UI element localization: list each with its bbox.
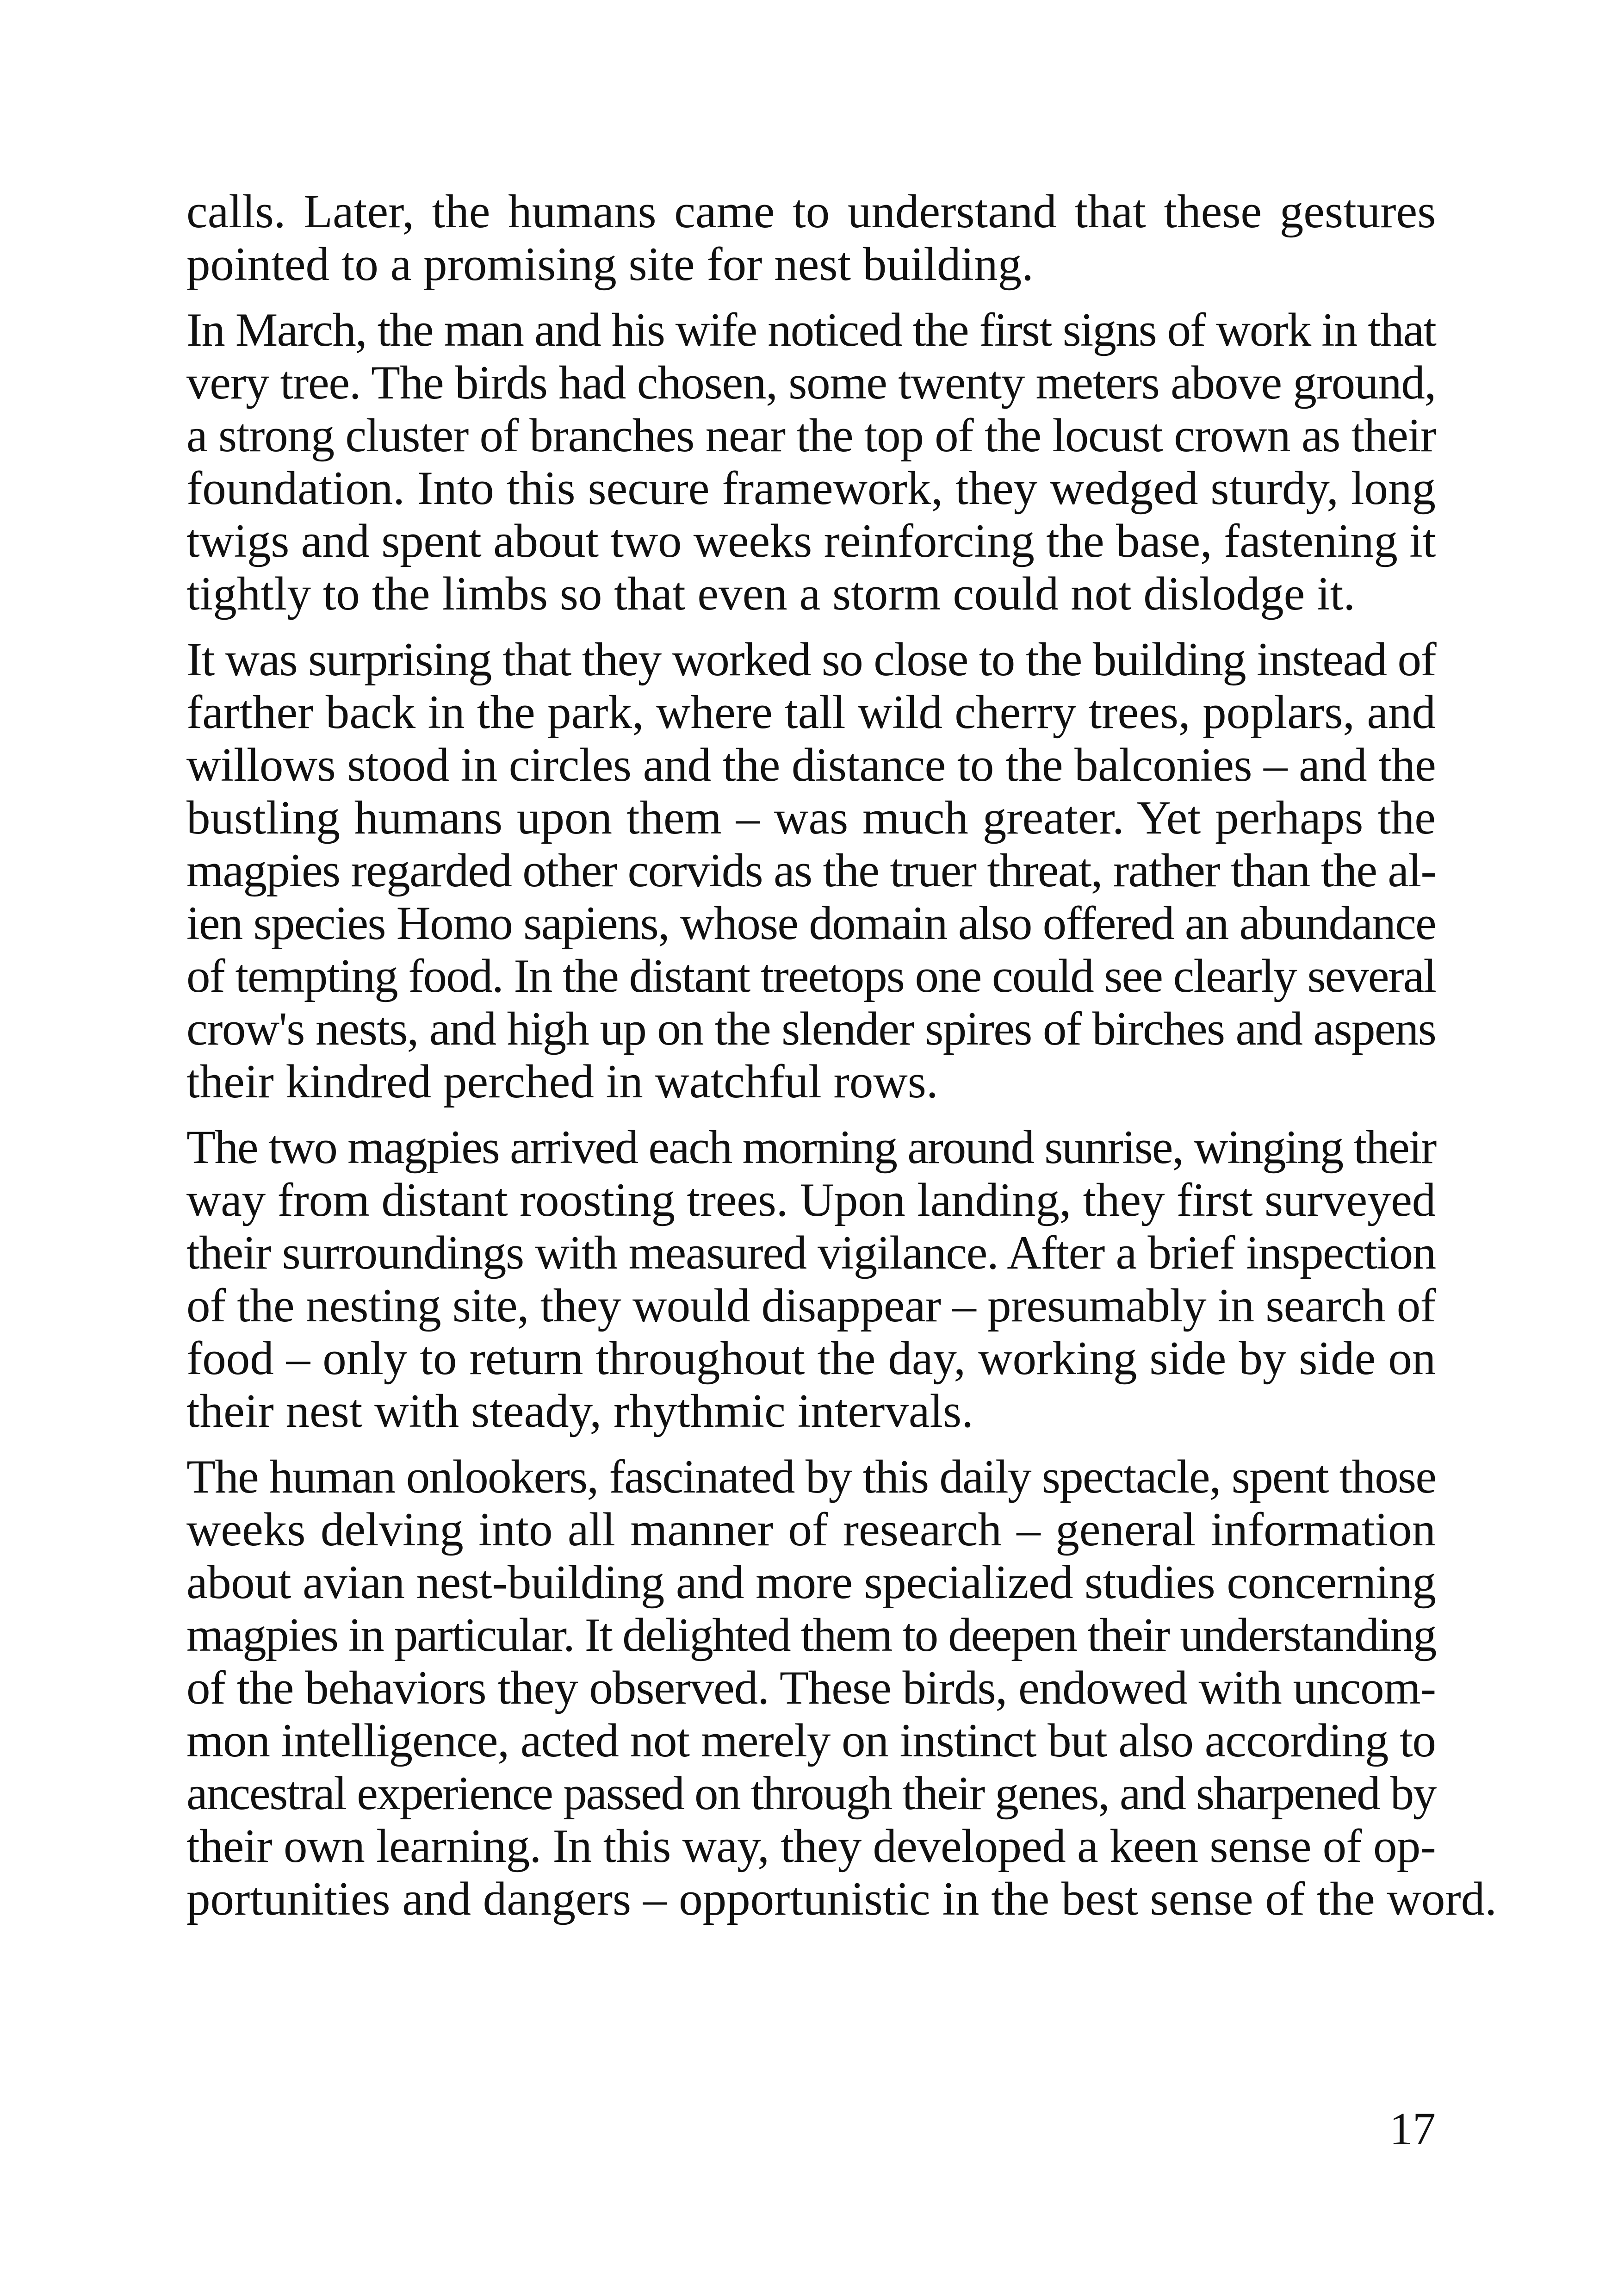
text-line: of the behaviors they observed. These birds, endowed with uncom-	[186, 1661, 1436, 1714]
text-line: crow's nests, and high up on the slender spires of birches and aspens	[186, 1002, 1436, 1055]
text-line: their kindred perched in watchful rows.	[186, 1055, 938, 1108]
paragraph	[186, 1121, 1436, 1437]
text-line: of tempting food. In the distant treetops one could see clearly several	[186, 950, 1436, 1002]
text-line: very tree. The birds had chosen, some twenty meters above ground,	[186, 356, 1436, 409]
text-line: The two magpies arrived each morning around sunrise, winging their	[186, 1121, 1436, 1174]
text-line: about avian nest-building and more specialized studies concerning	[186, 1556, 1436, 1609]
text-line: their surroundings with measured vigilance. After a brief inspection	[186, 1226, 1436, 1279]
paragraph	[186, 1450, 1497, 1925]
text-line: weeks delving into all manner of research – general information	[186, 1503, 1436, 1556]
text-line: calls. Later, the humans came to understand that these gestures	[186, 185, 1436, 238]
body-text	[186, 185, 1497, 1938]
text-line: food – only to return throughout the day, working side by side on	[186, 1332, 1436, 1385]
text-line: a strong cluster of branches near the top of the locust crown as their	[186, 409, 1436, 462]
text-line: their nest with steady, rhythmic intervals.	[186, 1385, 974, 1437]
text-line: portunities and dangers – opportunistic in the best sense of the word.	[186, 1873, 1497, 1925]
text-line: willows stood in circles and the distance to the balconies – and the	[186, 739, 1436, 791]
text-line: bustling humans upon them – was much greater. Yet perhaps the	[186, 791, 1436, 844]
text-line: It was surprising that they worked so close to the building instead of	[186, 633, 1436, 686]
text-line: ien species Homo sapiens, whose domain also offered an abundance	[186, 897, 1436, 950]
paragraph	[186, 185, 1436, 291]
text-line: mon intelligence, acted not merely on instinct but also according to	[186, 1714, 1436, 1767]
text-line: pointed to a promising site for nest building.	[186, 238, 1034, 291]
text-line: ancestral experience passed on through their genes, and sharpened by	[186, 1767, 1436, 1820]
text-line: In March, the man and his wife noticed the first signs of work in that	[186, 304, 1436, 356]
text-line: farther back in the park, where tall wild cherry trees, poplars, and	[186, 686, 1436, 739]
text-line: way from distant roosting trees. Upon landing, they first surveyed	[186, 1174, 1436, 1226]
text-line: tightly to the limbs so that even a storm could not dislodge it.	[186, 567, 1356, 620]
text-line: The human onlookers, fascinated by this daily spectacle, spent those	[186, 1450, 1436, 1503]
paragraph	[186, 633, 1436, 1108]
text-line: magpies in particular. It delighted them to deepen their understanding	[186, 1609, 1436, 1661]
text-line: of the nesting site, they would disappear – presumably in search of	[186, 1279, 1436, 1332]
page-number: 17	[1389, 2103, 1436, 2154]
text-line: foundation. Into this secure framework, they wedged sturdy, long	[186, 462, 1436, 515]
text-line: magpies regarded other corvids as the truer threat, rather than the al-	[186, 844, 1436, 897]
paragraph	[186, 304, 1436, 620]
text-line: their own learning. In this way, they developed a keen sense of op-	[186, 1820, 1436, 1873]
text-line: twigs and spent about two weeks reinforcing the base, fastening it	[186, 515, 1436, 567]
